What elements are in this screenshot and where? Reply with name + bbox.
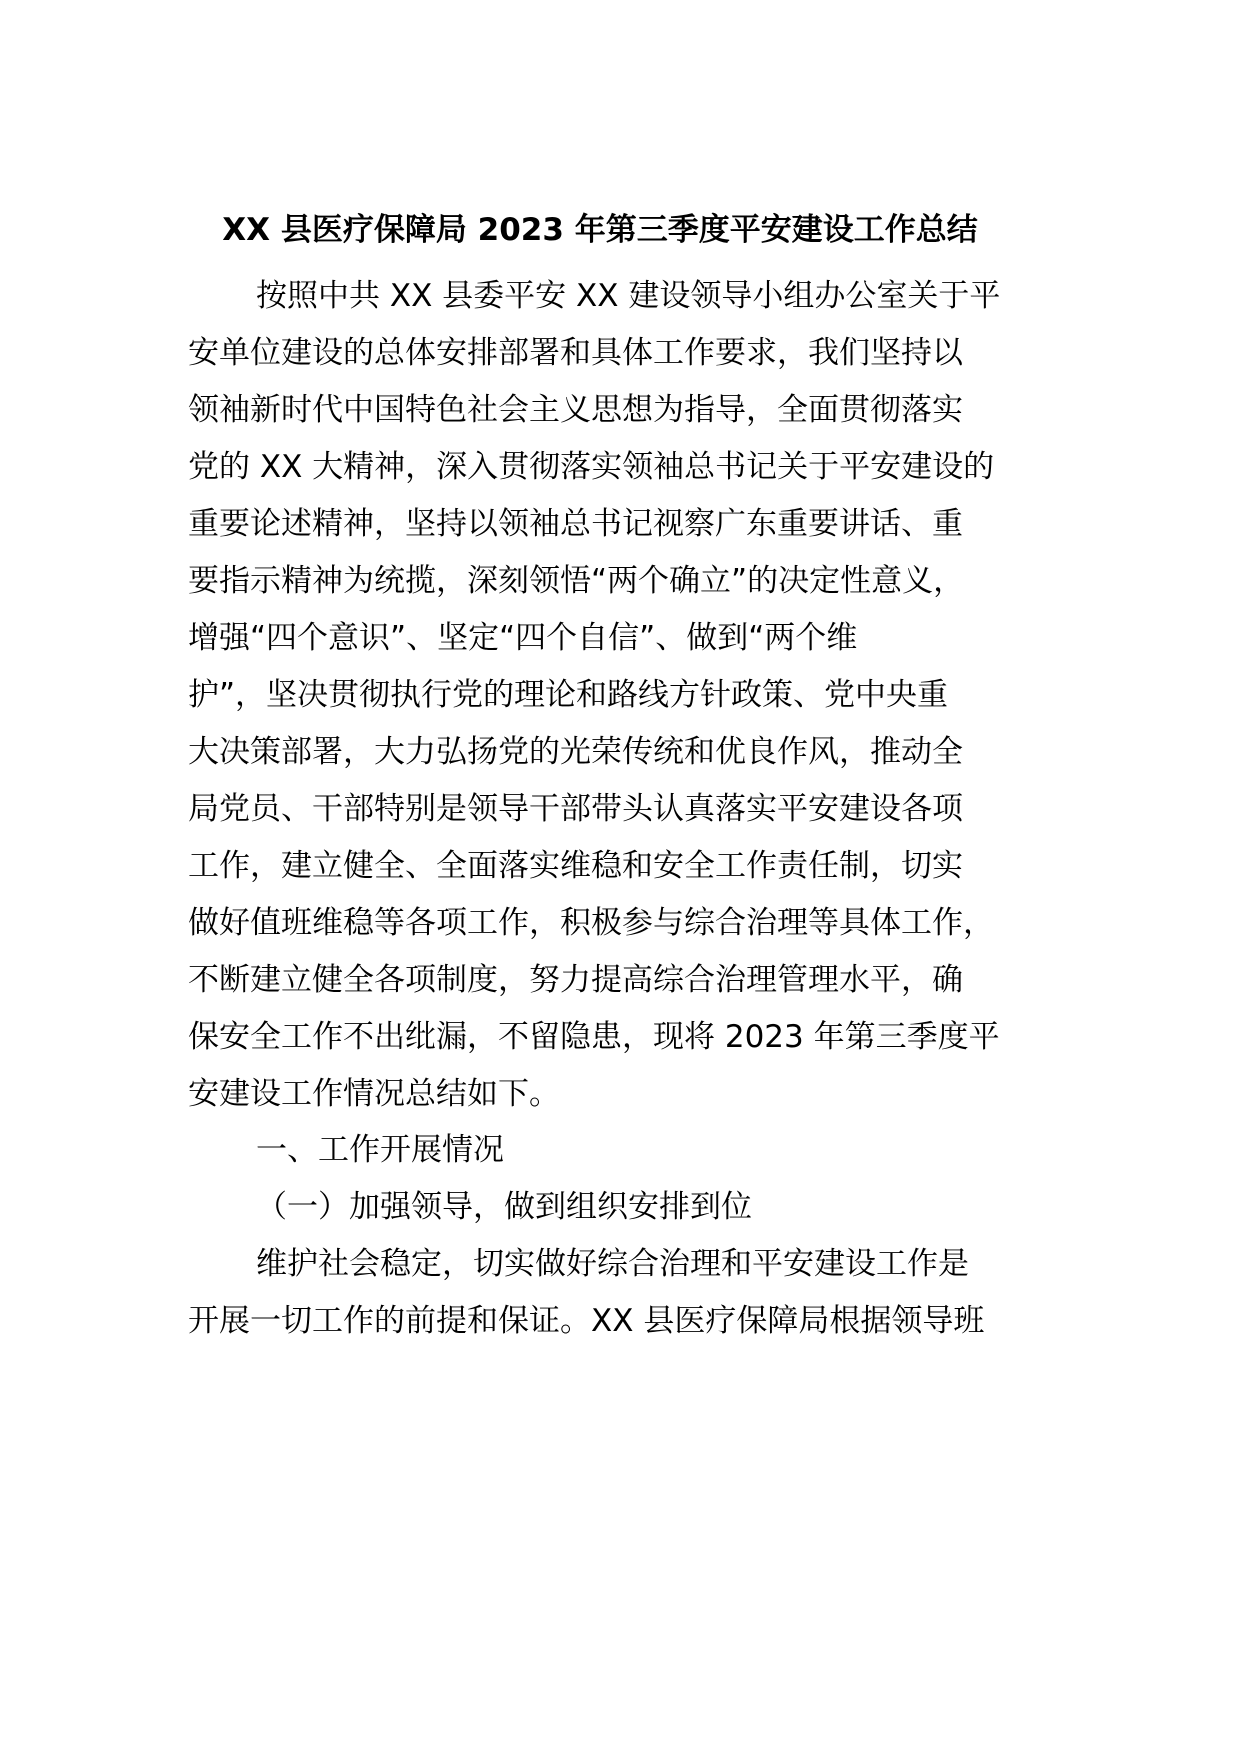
section-heading: 一、工作开展情况	[256, 1132, 504, 1168]
body-line: 局党员、干部特别是领导干部带头认真落实平安建设各项	[188, 791, 963, 827]
document-title: XX 县医疗保障局 2023 年第三季度平安建设工作总结	[222, 212, 978, 248]
body-line: 党的 XX 大精神，深入贯彻落实领袖总书记关于平安建设的	[188, 449, 995, 485]
body-line: 不断建立健全各项制度，努力提高综合治理管理水平，确	[188, 962, 963, 998]
body-line: 保安全工作不出纰漏，不留隐患，现将 2023 年第三季度平	[188, 1019, 1000, 1055]
body-line: 大决策部署，大力弘扬党的光荣传统和优良作风，推动全	[188, 734, 963, 770]
body-line: 按照中共 XX 县委平安 XX 建设领导小组办公室关于平	[256, 278, 1001, 314]
body-line: 安建设工作情况总结如下。	[188, 1076, 560, 1112]
subsection-heading: （一）加强领导，做到组织安排到位	[256, 1189, 752, 1225]
body-line: 要指示精神为统揽，深刻领悟“两个确立”的决定性意义，	[188, 563, 965, 599]
body-line: 重要论述精神，坚持以领袖总书记视察广东重要讲话、重	[188, 506, 963, 542]
body-line: 护”，坚决贯彻执行党的理论和路线方针政策、党中央重	[188, 677, 949, 713]
body-line: 做好值班维稳等各项工作，积极参与综合治理等具体工作，	[188, 905, 994, 941]
body-line: 增强“四个意识”、坚定“四个自信”、做到“两个维	[188, 620, 858, 656]
body-line: 开展一切工作的前提和保证。XX 县医疗保障局根据领导班	[188, 1303, 985, 1339]
body-line: 工作，建立健全、全面落实维稳和安全工作责任制，切实	[188, 848, 963, 884]
body-line: 维护社会稳定，切实做好综合治理和平安建设工作是	[256, 1246, 969, 1282]
body-line: 领袖新时代中国特色社会主义思想为指导，全面贯彻落实	[188, 392, 963, 428]
body-line: 安单位建设的总体安排部署和具体工作要求，我们坚持以	[188, 335, 963, 371]
